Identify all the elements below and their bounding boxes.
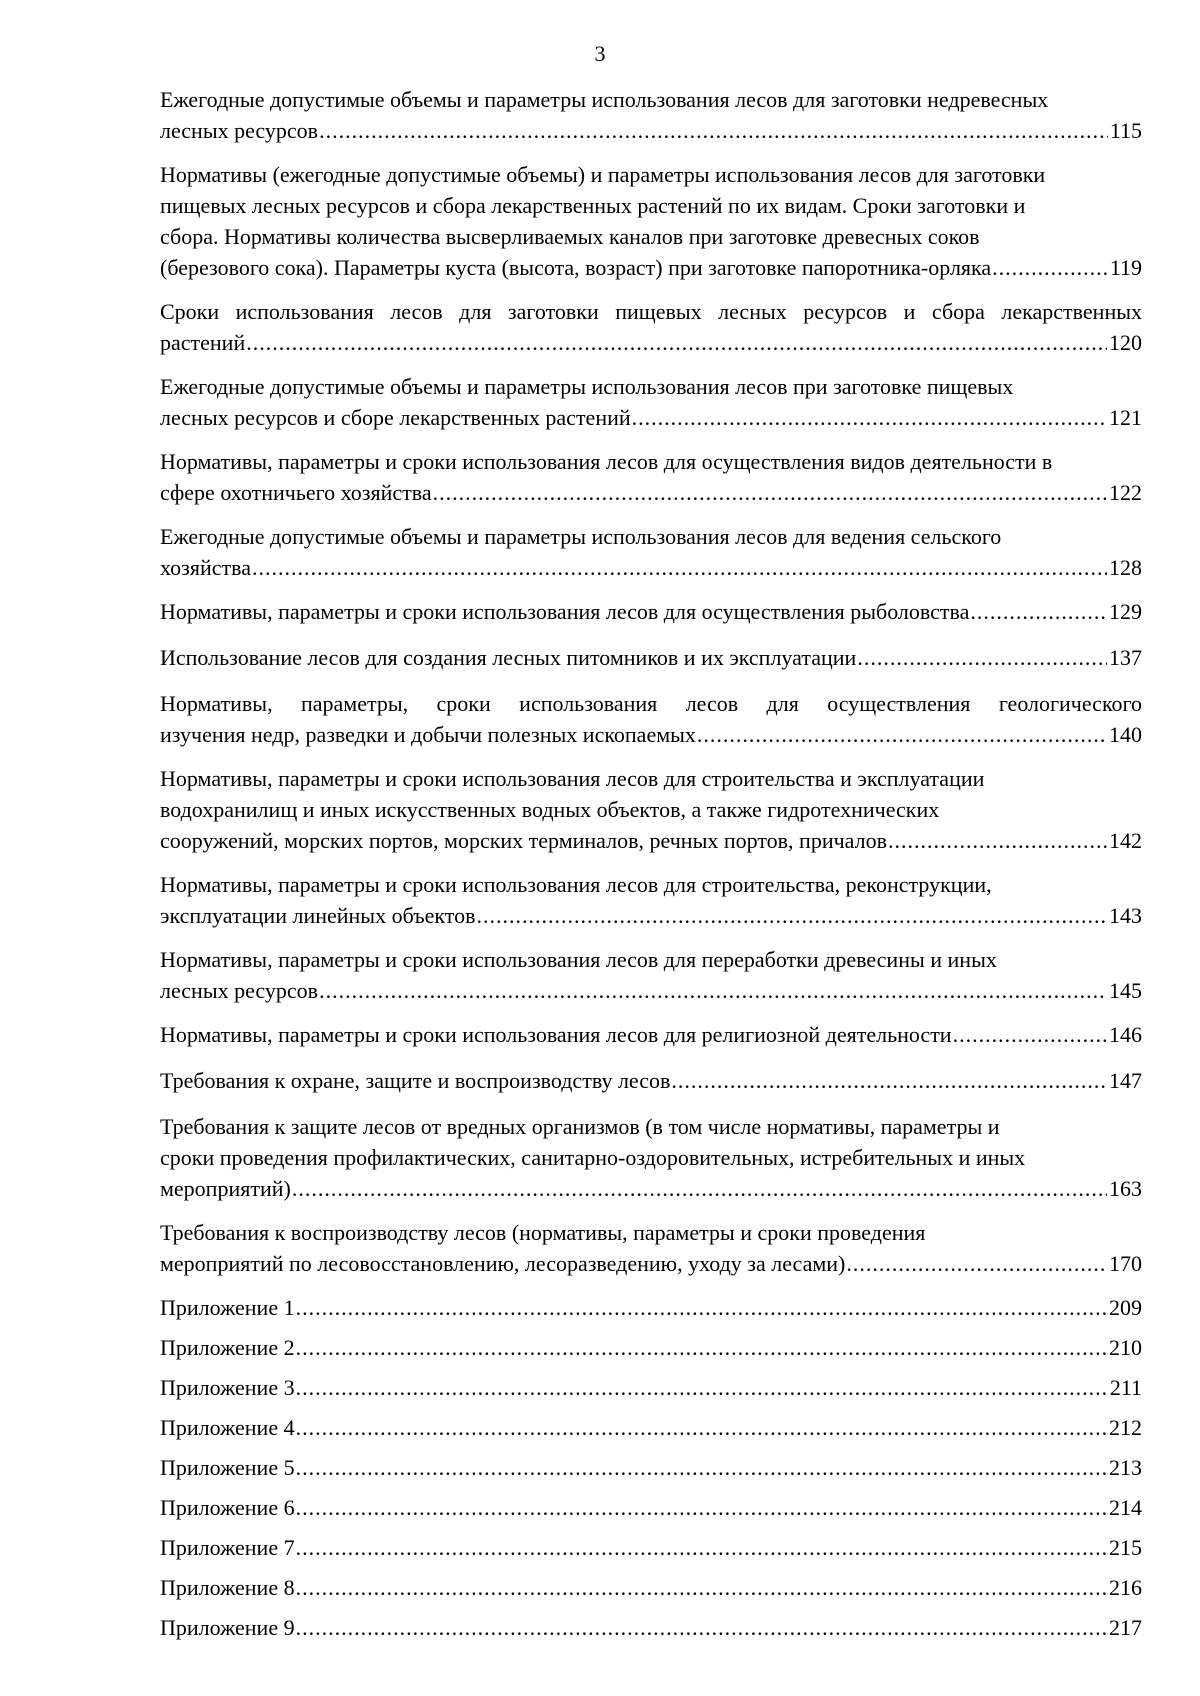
toc-page-number: 217 <box>1109 1615 1142 1640</box>
toc-page-number: 215 <box>1109 1535 1142 1560</box>
toc-entry-line: сфере охотничьего хозяйства <box>160 480 432 505</box>
toc-page-number: 145 <box>1109 978 1142 1003</box>
toc-entry[interactable] <box>160 642 1142 673</box>
toc-page-number: 143 <box>1109 903 1142 928</box>
dot-leader <box>296 1572 1107 1603</box>
toc-entry-line: сроки проведения профилактических, санитарно-оздоровительных, истребительных и иных <box>160 1145 1026 1170</box>
toc-entry-line: Нормативы, параметры и сроки использования лесов для осуществления рыболовства <box>160 599 970 624</box>
toc-entry-line: Ежегодные допустимые объемы и параметры использования лесов при заготовке пищевых <box>160 374 1014 399</box>
toc-entry-line: Приложение 1 <box>160 1295 295 1320</box>
toc-entry[interactable] <box>160 446 1142 508</box>
toc-entry-line: Приложение 3 <box>160 1375 295 1400</box>
toc-entry-line: сооружений, морских портов, морских терминалов, речных портов, причалов <box>160 828 887 853</box>
toc-entry[interactable] <box>160 1111 1142 1204</box>
toc-entry-line: Использование лесов для создания лесных питомников и их эксплуатации <box>160 645 857 670</box>
toc-entry-last-line <box>160 1248 1142 1279</box>
dot-leader <box>697 719 1107 750</box>
toc-entry-last-line <box>160 900 1142 931</box>
toc-entry-last-line <box>160 825 1142 856</box>
toc-entry-line: Нормативы, параметры и сроки использования лесов для строительства и эксплуатации <box>160 766 985 791</box>
toc-page-number: 121 <box>1109 405 1142 430</box>
toc-entry-line: Приложение 9 <box>160 1615 295 1640</box>
toc-page-number: 211 <box>1109 1375 1142 1400</box>
toc-page-number: 122 <box>1109 480 1142 505</box>
dot-leader <box>953 1019 1107 1050</box>
toc-page-number: 140 <box>1109 722 1142 747</box>
toc-entry[interactable] <box>160 1019 1142 1050</box>
toc-entry[interactable] <box>160 869 1142 931</box>
toc-entry[interactable] <box>160 1217 1142 1279</box>
toc-entry-last-line <box>160 402 1142 433</box>
dot-leader <box>319 115 1108 146</box>
toc-page-number: 214 <box>1109 1495 1142 1520</box>
dot-leader <box>296 1532 1107 1563</box>
dot-leader <box>252 552 1107 583</box>
toc-page-number: 213 <box>1109 1455 1142 1480</box>
toc-page-number: 137 <box>1109 645 1142 670</box>
toc-appendix-entry[interactable] <box>160 1532 1142 1563</box>
toc-page-number: 216 <box>1109 1575 1142 1600</box>
toc-page-number: 212 <box>1109 1415 1142 1440</box>
toc-entry-last-line <box>160 642 1142 673</box>
toc-entry-line: Нормативы (ежегодные допустимые объемы) и параметры использования лесов для заготовки <box>160 162 1046 187</box>
toc-entry-last-line <box>160 1612 1142 1643</box>
toc-page-number: 142 <box>1109 828 1142 853</box>
toc-entry-last-line <box>160 1173 1142 1204</box>
toc-appendix-entry[interactable] <box>160 1372 1142 1403</box>
toc-entry-line: эксплуатации линейных объектов <box>160 903 476 928</box>
toc-entry-line: Нормативы, параметры и сроки использования лесов для переработки древесины и иных <box>160 947 997 972</box>
toc-entry[interactable] <box>160 159 1142 283</box>
toc-entry[interactable] <box>160 763 1142 856</box>
dot-leader <box>296 1452 1107 1483</box>
dot-leader <box>296 1292 1107 1323</box>
toc-entry[interactable] <box>160 371 1142 433</box>
toc-entry-line: лесных ресурсов и сборе лекарственных растений <box>160 405 631 430</box>
toc-entry-last-line <box>160 975 1142 1006</box>
toc-entry-last-line <box>160 1452 1142 1483</box>
toc-entry[interactable] <box>160 296 1142 358</box>
toc-page-number: 146 <box>1109 1022 1142 1047</box>
toc-entry-line: Требования к охране, защите и воспроизводству лесов <box>160 1068 671 1093</box>
toc-page-number: 209 <box>1109 1295 1142 1320</box>
toc-entry-line: лесных ресурсов <box>160 118 319 143</box>
toc-entry-line: Нормативы, параметры, сроки использования лесов для осуществления геологического <box>160 691 1142 716</box>
dot-leader <box>888 825 1107 856</box>
dot-leader <box>319 975 1107 1006</box>
toc-entry-last-line <box>160 327 1142 358</box>
toc-appendix-entry[interactable] <box>160 1612 1142 1643</box>
toc-entry-last-line <box>160 552 1142 583</box>
toc-entry-line: Приложение 4 <box>160 1415 295 1440</box>
toc-entry-line: Ежегодные допустимые объемы и параметры использования лесов для ведения сельского <box>160 524 1002 549</box>
toc-appendix-entry[interactable] <box>160 1452 1142 1483</box>
toc-entry-line: лесных ресурсов <box>160 978 319 1003</box>
dot-leader <box>292 1173 1107 1204</box>
toc-page-number: 129 <box>1109 599 1142 624</box>
toc-entry-last-line <box>160 596 1142 627</box>
toc-entry-last-line <box>160 1372 1142 1403</box>
dot-leader <box>970 596 1107 627</box>
dot-leader <box>296 1372 1108 1403</box>
toc-entry-line: Приложение 8 <box>160 1575 295 1600</box>
toc-entry[interactable] <box>160 1065 1142 1096</box>
dot-leader <box>632 402 1107 433</box>
page-number: 3 <box>594 41 606 66</box>
toc-entry-last-line <box>160 1532 1142 1563</box>
dot-leader <box>296 1612 1107 1643</box>
toc-entry-line: Приложение 6 <box>160 1495 295 1520</box>
toc-appendix-entry[interactable] <box>160 1332 1142 1363</box>
toc-entry[interactable] <box>160 688 1142 750</box>
toc-entry-line: Нормативы, параметры и сроки использования лесов для строительства, реконструкции, <box>160 872 992 897</box>
dot-leader <box>992 252 1108 283</box>
toc-entry-line: Требования к воспроизводству лесов (нормативы, параметры и сроки проведения <box>160 1220 926 1245</box>
dot-leader <box>857 642 1107 673</box>
toc-entry-last-line <box>160 1019 1142 1050</box>
toc-entry-last-line <box>160 1572 1142 1603</box>
toc-appendix-entry[interactable] <box>160 1572 1142 1603</box>
toc-entry[interactable] <box>160 521 1142 583</box>
dot-leader <box>846 1248 1107 1279</box>
dot-leader <box>433 477 1107 508</box>
toc-entry-line: Приложение 5 <box>160 1455 295 1480</box>
toc-entry-line: Нормативы, параметры и сроки использования лесов для осуществления видов деятельности в <box>160 449 1053 474</box>
toc-entry-line: Нормативы, параметры и сроки использования лесов для религиозной деятельности <box>160 1022 952 1047</box>
toc-entry-line: мероприятий) <box>160 1176 291 1201</box>
toc-entry-line: Приложение 2 <box>160 1335 295 1360</box>
toc-page-number: 210 <box>1109 1335 1142 1360</box>
toc-page-number: 115 <box>1109 118 1142 143</box>
toc-appendix-entry[interactable] <box>160 1412 1142 1443</box>
toc-page-number: 147 <box>1109 1068 1142 1093</box>
toc-entry-last-line <box>160 1332 1142 1363</box>
toc-entry-last-line <box>160 719 1142 750</box>
dot-leader <box>246 327 1107 358</box>
toc-entry-line: хозяйства <box>160 555 251 580</box>
toc-entry-last-line <box>160 252 1142 283</box>
toc-entry-line: Сроки использования лесов для заготовки пищевых лесных ресурсов и сбора лекарственных <box>160 299 1142 324</box>
toc-page-number: 120 <box>1109 330 1142 355</box>
toc-entry[interactable] <box>160 596 1142 627</box>
dot-leader <box>296 1492 1107 1523</box>
table-of-contents <box>160 84 1142 1652</box>
toc-entry-last-line <box>160 477 1142 508</box>
dot-leader <box>477 900 1108 931</box>
toc-entry-line: Приложение 7 <box>160 1535 295 1560</box>
toc-entry-line: водохранилищ и иных искусственных водных объектов, а также гидротехнических <box>160 797 940 822</box>
toc-entry[interactable] <box>160 944 1142 1006</box>
toc-entry-line: изучения недр, разведки и добычи полезных ископаемых <box>160 722 696 747</box>
toc-entry-line: сбора. Нормативы количества высверливаемых каналов при заготовке древесных соков <box>160 224 980 249</box>
toc-entry-last-line <box>160 1065 1142 1096</box>
toc-page-number: 170 <box>1109 1251 1142 1276</box>
toc-entry-line: (березового сока). Параметры куста (высота, возраст) при заготовке папоротника-орляка <box>160 255 992 280</box>
toc-page-number: 119 <box>1109 255 1142 280</box>
dot-leader <box>296 1332 1107 1363</box>
toc-appendix-entry[interactable] <box>160 1492 1142 1523</box>
dot-leader <box>671 1065 1107 1096</box>
toc-entry-line: пищевых лесных ресурсов и сбора лекарственных растений по их видам. Сроки заготовки и <box>160 193 1026 218</box>
dot-leader <box>296 1412 1107 1443</box>
toc-entry[interactable] <box>160 84 1142 146</box>
toc-entry-line: мероприятий по лесовосстановлению, лесоразведению, уходу за лесами) <box>160 1251 846 1276</box>
toc-entry-line: растений <box>160 330 246 355</box>
toc-entry-last-line <box>160 1412 1142 1443</box>
toc-entry-last-line <box>160 1492 1142 1523</box>
toc-entry-last-line <box>160 1292 1142 1323</box>
toc-page-number: 128 <box>1109 555 1142 580</box>
toc-entry-line: Требования к защите лесов от вредных организмов (в том числе нормативы, параметры и <box>160 1114 1000 1139</box>
toc-entry-line: Ежегодные допустимые объемы и параметры использования лесов для заготовки недревесных <box>160 87 1049 112</box>
toc-appendix-entry[interactable] <box>160 1292 1142 1323</box>
toc-page-number: 163 <box>1109 1176 1142 1201</box>
toc-entry-last-line <box>160 115 1142 146</box>
